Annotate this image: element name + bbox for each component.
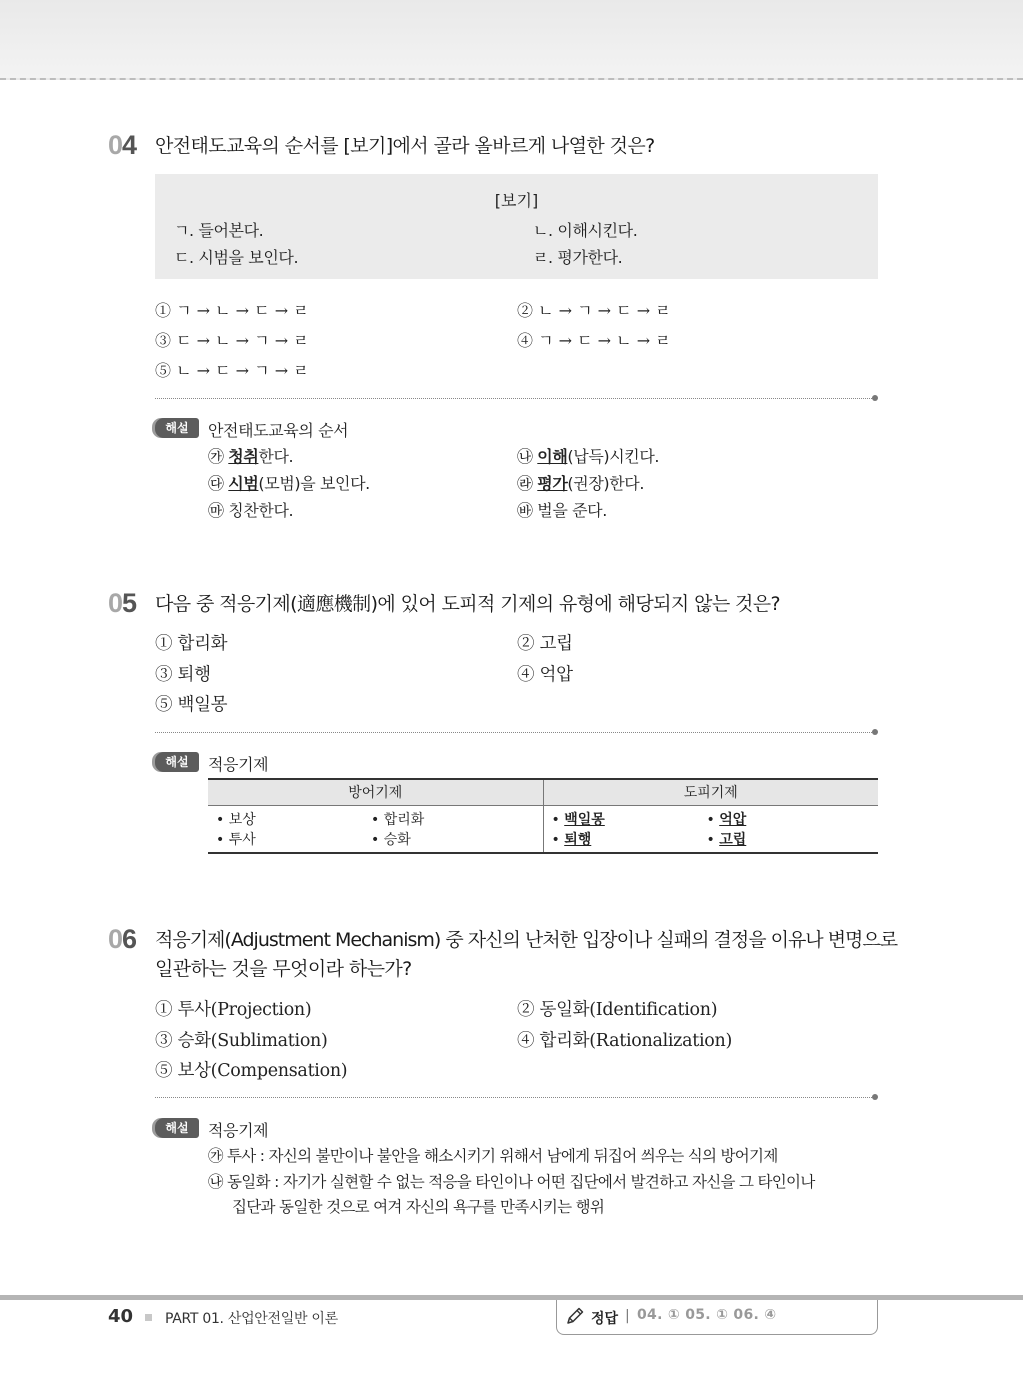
divider bbox=[155, 398, 872, 399]
option-3[interactable]: ③ 퇴행 bbox=[155, 665, 211, 685]
option-1[interactable]: ① 투사(Projection) bbox=[155, 1000, 312, 1020]
solution-line: ㉮ 투사 : 자신의 불만이나 불안을 해소시키기 위해서 남에게 뒤집어 씌우는 식의 방어기제 bbox=[208, 1147, 778, 1165]
pencil-icon bbox=[565, 1306, 585, 1326]
solution-badge: 해설 bbox=[155, 418, 199, 438]
solution-badge: 해설 bbox=[155, 1118, 199, 1138]
option-3[interactable]: ③ 승화(Sublimation) bbox=[155, 1031, 328, 1051]
question-04-text: 안전태도교육의 순서를 [보기]에서 골라 올바르게 나열한 것은? bbox=[155, 135, 655, 157]
defense-cell: • 보상 • 투사 • 합리화 • 승화 bbox=[208, 805, 543, 853]
answer-box bbox=[556, 1300, 878, 1335]
option-2[interactable]: ② 고립 bbox=[517, 634, 573, 654]
option-2[interactable]: ② 동일화(Identification) bbox=[517, 1000, 718, 1020]
solution-title: 적응기제 bbox=[208, 1121, 269, 1140]
divider bbox=[155, 1097, 872, 1098]
option-4[interactable]: ④ 억압 bbox=[517, 665, 573, 685]
option-5[interactable]: ⑤ 백일몽 bbox=[155, 695, 228, 715]
solution-item: ㉲ 칭찬한다. bbox=[208, 501, 294, 520]
bogi-item: ㄴ. 이해시킨다. bbox=[533, 221, 638, 240]
bogi-item: ㄹ. 평가한다. bbox=[533, 248, 623, 267]
escape-cell: • 백일몽 • 퇴행 • 억압 • 고립 bbox=[543, 805, 878, 853]
option-4[interactable]: ④ 합리화(Rationalization) bbox=[517, 1031, 732, 1051]
footer-square-icon bbox=[145, 1314, 152, 1321]
divider bbox=[155, 732, 872, 733]
question-05-text: 다음 중 적응기제(適應機制)에 있어 도피적 기제의 유형에 해당되지 않는 것은? bbox=[155, 593, 781, 615]
part-label: PART 01. 산업안전일반 이론 bbox=[165, 1311, 338, 1327]
solution-title: 적응기제 bbox=[208, 755, 269, 774]
answer-label: 정답 bbox=[591, 1311, 619, 1327]
solution-item: ㉳ 벌을 준다. bbox=[517, 501, 607, 520]
solution-item: ㉯ 이해(납득)시킨다. bbox=[517, 447, 660, 466]
answer-values: 04. ① 05. ① 06. ④ bbox=[637, 1307, 777, 1323]
solution-line: 집단과 동일한 것으로 여겨 자신의 욕구를 만족시키는 행위 bbox=[232, 1198, 605, 1216]
solution-badge: 해설 bbox=[155, 752, 199, 772]
option-1[interactable]: ① ㄱ → ㄴ → ㄷ → ㄹ bbox=[155, 301, 309, 320]
question-06-text-line2: 일관하는 것을 무엇이라 하는가? bbox=[155, 958, 412, 980]
solution-item: ㉰ 시범(모범)을 보인다. bbox=[208, 474, 370, 493]
bogi-item: ㄷ. 시범을 보인다. bbox=[174, 248, 299, 267]
question-06-text-line1: 적응기제(Adjustment Mechanism) 중 자신의 난처한 입장이나 실패의 결정을 이유나 변명으로 bbox=[155, 929, 898, 951]
option-2[interactable]: ② ㄴ → ㄱ → ㄷ → ㄹ bbox=[517, 301, 671, 320]
answer-separator: | bbox=[625, 1308, 630, 1324]
option-1[interactable]: ① 합리화 bbox=[155, 634, 228, 654]
page-number: 40 bbox=[108, 1306, 134, 1327]
question-number-04: 04 bbox=[108, 130, 137, 160]
question-number-06: 06 bbox=[108, 924, 137, 954]
solution-line: ㉯ 동일화 : 자기가 실현할 수 없는 적응을 타인이나 어떤 집단에서 발견하고 자신을 그 타인이나 bbox=[208, 1173, 815, 1191]
header-band bbox=[0, 0, 1023, 80]
question-number-05: 05 bbox=[108, 588, 137, 618]
solution-item: ㉱ 평가(권장)한다. bbox=[517, 474, 645, 493]
option-3[interactable]: ③ ㄷ → ㄴ → ㄱ → ㄹ bbox=[155, 331, 309, 350]
option-5[interactable]: ⑤ 보상(Compensation) bbox=[155, 1061, 348, 1081]
mechanism-table bbox=[208, 778, 878, 854]
table-header-escape: 도피기제 bbox=[543, 779, 878, 805]
table-header-defense: 방어기제 bbox=[208, 779, 543, 805]
bogi-title: [보기] bbox=[494, 191, 539, 210]
bogi-item: ㄱ. 들어본다. bbox=[174, 221, 264, 240]
bogi-box bbox=[155, 174, 878, 279]
solution-item: ㉮ 청취한다. bbox=[208, 447, 294, 466]
option-5[interactable]: ⑤ ㄴ → ㄷ → ㄱ → ㄹ bbox=[155, 361, 309, 380]
solution-title: 안전태도교육의 순서 bbox=[208, 421, 349, 440]
option-4[interactable]: ④ ㄱ → ㄷ → ㄴ → ㄹ bbox=[517, 331, 671, 350]
